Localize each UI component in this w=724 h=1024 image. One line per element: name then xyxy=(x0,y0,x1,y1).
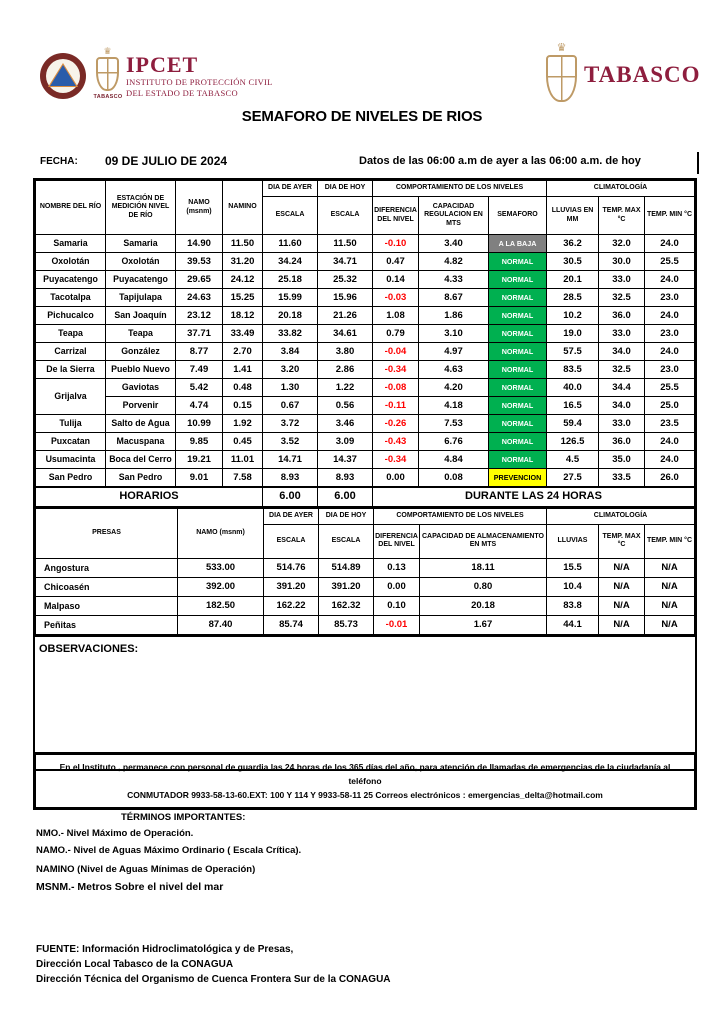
term-namino: NAMINO (Nivel de Aguas Mínimas de Operación) xyxy=(36,864,256,875)
ipcet-logo-block xyxy=(126,53,273,98)
station-cell: Samaria xyxy=(106,235,176,253)
temp-min-cell: 25.0 xyxy=(645,397,695,415)
river-name-cell: Puxcatan xyxy=(36,433,106,451)
river-row xyxy=(36,361,695,379)
river-name-cell: Oxolotán xyxy=(36,253,106,271)
rivers-header-row-1 xyxy=(36,181,695,197)
diferencia-cell: -0.11 xyxy=(373,397,419,415)
temp-max-cell: 32.5 xyxy=(599,361,645,379)
semaforo-status-cell: NORMAL xyxy=(489,271,547,289)
diferencia-cell: 0.10 xyxy=(374,596,420,615)
river-name-cell: Pichucalco xyxy=(36,307,106,325)
semaforo-status-cell: NORMAL xyxy=(489,415,547,433)
river-row xyxy=(36,451,695,469)
namo-cell: 4.74 xyxy=(176,397,223,415)
river-row xyxy=(36,325,695,343)
fecha-value: 09 DE JULIO DE 2024 xyxy=(105,154,228,168)
emblem-blue-triangle-icon xyxy=(50,65,76,86)
capacidad-cell: 4.63 xyxy=(419,361,489,379)
lluvias-cell: 83.5 xyxy=(547,361,599,379)
tabasco-shield-small-icon xyxy=(96,57,119,91)
temp-max-cell: N/A xyxy=(599,615,645,634)
diferencia-cell: 0.00 xyxy=(373,469,419,488)
temp-max-cell: 35.0 xyxy=(599,451,645,469)
capacidad-cell: 0.08 xyxy=(419,469,489,488)
namino-cell: 11.50 xyxy=(223,235,263,253)
station-cell: González xyxy=(106,343,176,361)
semaforo-status-cell: PREVENCION xyxy=(489,469,547,488)
namo-cell: 533.00 xyxy=(178,558,264,577)
capacidad-cell: 1.86 xyxy=(419,307,489,325)
capacidad-cell: 4.84 xyxy=(419,451,489,469)
horario-ayer: 6.00 xyxy=(263,487,318,507)
escala-ayer-cell: 15.99 xyxy=(263,289,318,307)
lluvias-cell: 28.5 xyxy=(547,289,599,307)
namino-cell: 31.20 xyxy=(223,253,263,271)
col-header-semaforo: SEMAFORO xyxy=(489,197,547,235)
temp-min-cell: 23.5 xyxy=(645,415,695,433)
presa-row xyxy=(36,596,695,615)
diferencia-cell: -0.03 xyxy=(373,289,419,307)
river-name-cell: Usumacinta xyxy=(36,451,106,469)
river-row xyxy=(36,469,695,488)
col-header-dia-ayer: DIA DE AYER xyxy=(264,508,319,524)
diferencia-cell: 0.00 xyxy=(374,577,420,596)
diferencia-cell: -0.10 xyxy=(373,235,419,253)
capacidad-cell: 18.11 xyxy=(420,558,547,577)
diferencia-cell: -0.04 xyxy=(373,343,419,361)
term-namo: NAMO.- Nivel de Aguas Máximo Ordinario ( Escala Crítica). xyxy=(36,845,302,856)
escala-ayer-cell: 1.30 xyxy=(263,379,318,397)
escala-ayer-cell: 11.60 xyxy=(263,235,318,253)
diferencia-cell: -0.34 xyxy=(373,361,419,379)
fuente-line-1: FUENTE: Información Hidroclimatológica y de Presas, xyxy=(36,944,294,955)
diferencia-cell: -0.08 xyxy=(373,379,419,397)
col-header-temp-max: TEMP. MAX °C xyxy=(599,524,645,558)
escala-ayer-cell: 0.67 xyxy=(263,397,318,415)
capacidad-cell: 1.67 xyxy=(420,615,547,634)
namo-cell: 19.21 xyxy=(176,451,223,469)
fuente-line-3: Dirección Técnica del Organismo de Cuenca Frontera Sur de la CONAGUA xyxy=(36,974,391,985)
station-cell: Porvenir xyxy=(106,397,176,415)
durante-24-horas-label: DURANTE LAS 24 HORAS xyxy=(373,487,695,507)
diferencia-cell: 0.79 xyxy=(373,325,419,343)
namo-cell: 23.12 xyxy=(176,307,223,325)
horarios-label: HORARIOS xyxy=(36,487,263,507)
namo-cell: 10.99 xyxy=(176,415,223,433)
temp-max-cell: 32.0 xyxy=(599,235,645,253)
small-shield-caption: TABASCO xyxy=(93,94,123,100)
col-header-diferencia: DIFERENCIA DEL NIVEL xyxy=(374,524,420,558)
col-header-capacidad-almacenamiento: CAPACIDAD DE ALMACENAMIENTO EN MTS xyxy=(420,524,547,558)
namo-cell: 39.53 xyxy=(176,253,223,271)
namo-cell: 182.50 xyxy=(178,596,264,615)
temp-max-cell: 33.0 xyxy=(599,325,645,343)
river-name-cell: De la Sierra xyxy=(36,361,106,379)
rivers-table xyxy=(35,180,695,507)
river-row xyxy=(36,235,695,253)
station-cell: Boca del Cerro xyxy=(106,451,176,469)
presa-row xyxy=(36,615,695,634)
capacidad-cell: 4.20 xyxy=(419,379,489,397)
temp-min-cell: 23.0 xyxy=(645,325,695,343)
namino-cell: 1.41 xyxy=(223,361,263,379)
escala-hoy-cell: 162.32 xyxy=(319,596,374,615)
escala-ayer-cell: 514.76 xyxy=(264,558,319,577)
tabasco-shield-icon xyxy=(546,55,577,102)
escala-hoy-cell: 34.71 xyxy=(318,253,373,271)
escala-hoy-cell: 14.37 xyxy=(318,451,373,469)
col-header-temp-min: TEMP. MIN °C xyxy=(645,524,695,558)
escala-hoy-cell: 11.50 xyxy=(318,235,373,253)
col-header-escala-hoy: ESCALA xyxy=(319,524,374,558)
river-name-cell: Tacotalpa xyxy=(36,289,106,307)
tabasco-wordmark: TABASCO xyxy=(584,62,701,87)
capacidad-cell: 4.18 xyxy=(419,397,489,415)
temp-max-cell: 30.0 xyxy=(599,253,645,271)
col-header-capacidad: CAPACIDAD REGULACION EN MTS xyxy=(419,197,489,235)
namo-cell: 9.01 xyxy=(176,469,223,488)
temp-min-cell: 25.5 xyxy=(645,379,695,397)
col-header-namino: NAMINO xyxy=(223,181,263,235)
lluvias-cell: 20.1 xyxy=(547,271,599,289)
semaforo-status-cell: NORMAL xyxy=(489,253,547,271)
temp-max-cell: 33.0 xyxy=(599,415,645,433)
station-cell: Tapijulapa xyxy=(106,289,176,307)
term-nmo: NMO.- Nivel Máximo de Operación. xyxy=(36,828,194,839)
station-cell: Oxolotán xyxy=(106,253,176,271)
temp-min-cell: 26.0 xyxy=(645,469,695,488)
contact-line-2: CONMUTADOR 9933-58-13-60.EXT: 100 Y 114 Y 9933-58-11 25 Correos electrónicos : emergencias_delta@hotmail.com xyxy=(127,790,603,800)
diferencia-cell: 0.14 xyxy=(373,271,419,289)
semaforo-status-cell: NORMAL xyxy=(489,361,547,379)
namo-cell: 37.71 xyxy=(176,325,223,343)
river-row xyxy=(36,397,695,415)
presas-header-row-1 xyxy=(36,508,695,524)
col-header-estacion: ESTACIÓN DE MEDICIÓN NIVEL DE RÍO xyxy=(106,181,176,235)
col-header-lluvias: LLUVIAS xyxy=(547,524,599,558)
namino-cell: 11.01 xyxy=(223,451,263,469)
namino-cell: 2.70 xyxy=(223,343,263,361)
temp-min-cell: N/A xyxy=(645,558,695,577)
river-row xyxy=(36,343,695,361)
temp-min-cell: 23.0 xyxy=(645,361,695,379)
namo-cell: 392.00 xyxy=(178,577,264,596)
diferencia-cell: 0.47 xyxy=(373,253,419,271)
col-header-climatologia: CLIMATOLOGÍA xyxy=(547,508,695,524)
diferencia-cell: -0.43 xyxy=(373,433,419,451)
lluvias-cell: 44.1 xyxy=(547,615,599,634)
namo-cell: 14.90 xyxy=(176,235,223,253)
contact-line-1: En el Instituto , permanece con personal de guardia las 24 horas de los 365 días del año, para atención de llamadas de emergencias de la ciudadanía al teléfono xyxy=(59,762,671,786)
col-header-comportamiento: COMPORTAMIENTO DE LOS NIVELES xyxy=(373,181,547,197)
semaforo-status-cell: A LA BAJA xyxy=(489,235,547,253)
escala-ayer-cell: 33.82 xyxy=(263,325,318,343)
capacidad-cell: 3.40 xyxy=(419,235,489,253)
escala-hoy-cell: 21.26 xyxy=(318,307,373,325)
semaforo-status-cell: NORMAL xyxy=(489,307,547,325)
horarios-row xyxy=(36,487,695,507)
escala-hoy-cell: 15.96 xyxy=(318,289,373,307)
temp-max-cell: N/A xyxy=(599,577,645,596)
namino-cell: 24.12 xyxy=(223,271,263,289)
escala-ayer-cell: 25.18 xyxy=(263,271,318,289)
presa-row xyxy=(36,577,695,596)
col-header-diferencia: DIFERENCIA DEL NIVEL xyxy=(373,197,419,235)
escala-ayer-cell: 85.74 xyxy=(264,615,319,634)
terminos-section xyxy=(36,812,536,899)
terminos-title: TÉRMINOS IMPORTANTES: xyxy=(121,812,246,823)
presa-name-cell: Chicoasén xyxy=(36,577,178,596)
escala-ayer-cell: 162.22 xyxy=(264,596,319,615)
river-name-cell: Tulija xyxy=(36,415,106,433)
escala-ayer-cell: 3.72 xyxy=(263,415,318,433)
temp-max-cell: 36.0 xyxy=(599,307,645,325)
capacidad-cell: 4.33 xyxy=(419,271,489,289)
escala-hoy-cell: 2.86 xyxy=(318,361,373,379)
horario-hoy: 6.00 xyxy=(318,487,373,507)
capacidad-cell: 20.18 xyxy=(420,596,547,615)
escala-hoy-cell: 34.61 xyxy=(318,325,373,343)
namino-cell: 0.48 xyxy=(223,379,263,397)
river-row xyxy=(36,253,695,271)
namino-cell: 0.15 xyxy=(223,397,263,415)
escala-ayer-cell: 8.93 xyxy=(263,469,318,488)
river-name-cell: Samaria xyxy=(36,235,106,253)
temp-max-cell: N/A xyxy=(599,596,645,615)
diferencia-cell: 0.13 xyxy=(374,558,420,577)
station-cell: San Pedro xyxy=(106,469,176,488)
temp-min-cell: 23.0 xyxy=(645,289,695,307)
river-name-cell: Grijalva xyxy=(36,379,106,415)
capacidad-cell: 0.80 xyxy=(420,577,547,596)
river-row xyxy=(36,379,695,397)
station-cell: Macuspana xyxy=(106,433,176,451)
presa-name-cell: Angostura xyxy=(36,558,178,577)
temp-min-cell: 24.0 xyxy=(645,307,695,325)
ipcet-acronym: IPCET xyxy=(126,52,199,77)
temp-min-cell: N/A xyxy=(645,615,695,634)
escala-ayer-cell: 20.18 xyxy=(263,307,318,325)
namino-cell: 1.92 xyxy=(223,415,263,433)
col-header-lluvias: LLUVIAS EN MM xyxy=(547,197,599,235)
temp-min-cell: N/A xyxy=(645,577,695,596)
col-header-escala-hoy: ESCALA xyxy=(318,197,373,235)
lluvias-cell: 27.5 xyxy=(547,469,599,488)
col-header-escala-ayer: ESCALA xyxy=(264,524,319,558)
escala-hoy-cell: 0.56 xyxy=(318,397,373,415)
fecha-label: FECHA: xyxy=(40,156,78,167)
lluvias-cell: 83.8 xyxy=(547,596,599,615)
lluvias-cell: 40.0 xyxy=(547,379,599,397)
river-row xyxy=(36,271,695,289)
col-header-nombre: NOMBRE DEL RÍO xyxy=(36,181,106,235)
observaciones-box xyxy=(35,635,695,769)
semaforo-status-cell: NORMAL xyxy=(489,325,547,343)
col-header-climatologia: CLIMATOLOGÍA xyxy=(547,181,695,197)
river-name-cell: Teapa xyxy=(36,325,106,343)
temp-max-cell: 32.5 xyxy=(599,289,645,307)
river-name-cell: San Pedro xyxy=(36,469,106,488)
lluvias-cell: 10.2 xyxy=(547,307,599,325)
data-range-note: Datos de las 06:00 a.m de ayer a las 06:00 a.m. de hoy xyxy=(359,155,641,167)
col-header-temp-max: TEMP. MAX °C xyxy=(599,197,645,235)
semaforo-status-cell: NORMAL xyxy=(489,379,547,397)
lluvias-cell: 36.2 xyxy=(547,235,599,253)
temp-max-cell: 33.5 xyxy=(599,469,645,488)
lluvias-cell: 59.4 xyxy=(547,415,599,433)
namino-cell: 33.49 xyxy=(223,325,263,343)
temp-min-cell: 25.5 xyxy=(645,253,695,271)
lluvias-cell: 57.5 xyxy=(547,343,599,361)
tables-block xyxy=(33,178,697,771)
capacidad-cell: 6.76 xyxy=(419,433,489,451)
col-header-dia-hoy: DIA DE HOY xyxy=(318,181,373,197)
namino-cell: 15.25 xyxy=(223,289,263,307)
escala-ayer-cell: 3.52 xyxy=(263,433,318,451)
temp-min-cell: 24.0 xyxy=(645,451,695,469)
term-msnm: MSNM.- Metros Sobre el nivel del mar xyxy=(36,881,224,893)
escala-hoy-cell: 8.93 xyxy=(318,469,373,488)
station-cell: San Joaquín xyxy=(106,307,176,325)
state-shield-crown-icon: ♛ xyxy=(556,42,567,54)
semaforo-status-cell: NORMAL xyxy=(489,289,547,307)
diferencia-cell: 1.08 xyxy=(373,307,419,325)
semaforo-status-cell: NORMAL xyxy=(489,397,547,415)
temp-min-cell: 24.0 xyxy=(645,235,695,253)
escala-ayer-cell: 3.20 xyxy=(263,361,318,379)
temp-min-cell: 24.0 xyxy=(645,271,695,289)
capacidad-cell: 4.82 xyxy=(419,253,489,271)
contact-info-box xyxy=(33,752,697,810)
namo-cell: 24.63 xyxy=(176,289,223,307)
namo-cell: 87.40 xyxy=(178,615,264,634)
fuente-line-2: Dirección Local Tabasco de la CONAGUA xyxy=(36,959,234,970)
proteccion-civil-emblem-icon xyxy=(40,53,86,99)
presa-name-cell: Peñitas xyxy=(36,615,178,634)
presa-name-cell: Malpaso xyxy=(36,596,178,615)
river-row xyxy=(36,307,695,325)
col-header-comportamiento: COMPORTAMIENTO DE LOS NIVELES xyxy=(374,508,547,524)
escala-ayer-cell: 14.71 xyxy=(263,451,318,469)
col-header-presas-namo: NAMO (msnm) xyxy=(178,508,264,558)
col-header-presas: PRESAS xyxy=(36,508,178,558)
lluvias-cell: 10.4 xyxy=(547,577,599,596)
col-header-namo: NAMO (msnm) xyxy=(176,181,223,235)
temp-max-cell: 33.0 xyxy=(599,271,645,289)
escala-ayer-cell: 34.24 xyxy=(263,253,318,271)
namo-cell: 5.42 xyxy=(176,379,223,397)
col-header-dia-hoy: DIA DE HOY xyxy=(319,508,374,524)
col-header-escala-ayer: ESCALA xyxy=(263,197,318,235)
namo-cell: 29.65 xyxy=(176,271,223,289)
escala-ayer-cell: 3.84 xyxy=(263,343,318,361)
fuente-section xyxy=(36,942,636,987)
semaforo-status-cell: NORMAL xyxy=(489,451,547,469)
semaforo-status-cell: NORMAL xyxy=(489,433,547,451)
namino-cell: 7.58 xyxy=(223,469,263,488)
temp-min-cell: 24.0 xyxy=(645,433,695,451)
river-row xyxy=(36,433,695,451)
temp-min-cell: N/A xyxy=(645,596,695,615)
river-row xyxy=(36,289,695,307)
capacidad-cell: 7.53 xyxy=(419,415,489,433)
temp-max-cell: N/A xyxy=(599,558,645,577)
col-header-dia-ayer: DIA DE AYER xyxy=(263,181,318,197)
escala-hoy-cell: 3.09 xyxy=(318,433,373,451)
lluvias-cell: 126.5 xyxy=(547,433,599,451)
escala-ayer-cell: 391.20 xyxy=(264,577,319,596)
river-name-cell: Carrizal xyxy=(36,343,106,361)
temp-max-cell: 36.0 xyxy=(599,433,645,451)
capacidad-cell: 3.10 xyxy=(419,325,489,343)
station-cell: Teapa xyxy=(106,325,176,343)
ipcet-subtitle-1: INSTITUTO DE PROTECCIÓN CIVIL xyxy=(126,77,273,87)
escala-hoy-cell: 25.32 xyxy=(318,271,373,289)
river-row xyxy=(36,415,695,433)
namo-cell: 8.77 xyxy=(176,343,223,361)
temp-min-cell: 24.0 xyxy=(645,343,695,361)
fecha-row xyxy=(33,152,699,174)
temp-max-cell: 34.4 xyxy=(599,379,645,397)
lluvias-cell: 16.5 xyxy=(547,397,599,415)
station-cell: Pueblo Nuevo xyxy=(106,361,176,379)
diferencia-cell: -0.26 xyxy=(373,415,419,433)
namino-cell: 18.12 xyxy=(223,307,263,325)
temp-max-cell: 34.0 xyxy=(599,397,645,415)
namo-cell: 9.85 xyxy=(176,433,223,451)
small-shield-crown-icon: ♛ xyxy=(103,46,112,56)
lluvias-cell: 19.0 xyxy=(547,325,599,343)
lluvias-cell: 30.5 xyxy=(547,253,599,271)
capacidad-cell: 4.97 xyxy=(419,343,489,361)
semaforo-status-cell: NORMAL xyxy=(489,343,547,361)
ipcet-subtitle-2: DEL ESTADO DE TABASCO xyxy=(126,87,238,98)
capacidad-cell: 8.67 xyxy=(419,289,489,307)
escala-hoy-cell: 3.46 xyxy=(318,415,373,433)
temp-max-cell: 34.0 xyxy=(599,343,645,361)
escala-hoy-cell: 391.20 xyxy=(319,577,374,596)
escala-hoy-cell: 3.80 xyxy=(318,343,373,361)
river-name-cell: Puyacatengo xyxy=(36,271,106,289)
diferencia-cell: -0.01 xyxy=(374,615,420,634)
page-title: SEMAFORO DE NIVELES DE RIOS xyxy=(241,108,483,125)
escala-hoy-cell: 85.73 xyxy=(319,615,374,634)
station-cell: Gaviotas xyxy=(106,379,176,397)
observaciones-label: OBSERVACIONES: xyxy=(39,642,139,655)
station-cell: Puyacatengo xyxy=(106,271,176,289)
presas-table xyxy=(35,507,695,635)
presa-row xyxy=(36,558,695,577)
namo-cell: 7.49 xyxy=(176,361,223,379)
lluvias-cell: 15.5 xyxy=(547,558,599,577)
col-header-temp-min: TEMP. MIN °C xyxy=(645,197,695,235)
namino-cell: 0.45 xyxy=(223,433,263,451)
diferencia-cell: -0.34 xyxy=(373,451,419,469)
escala-hoy-cell: 1.22 xyxy=(318,379,373,397)
lluvias-cell: 4.5 xyxy=(547,451,599,469)
station-cell: Salto de Agua xyxy=(106,415,176,433)
escala-hoy-cell: 514.89 xyxy=(319,558,374,577)
